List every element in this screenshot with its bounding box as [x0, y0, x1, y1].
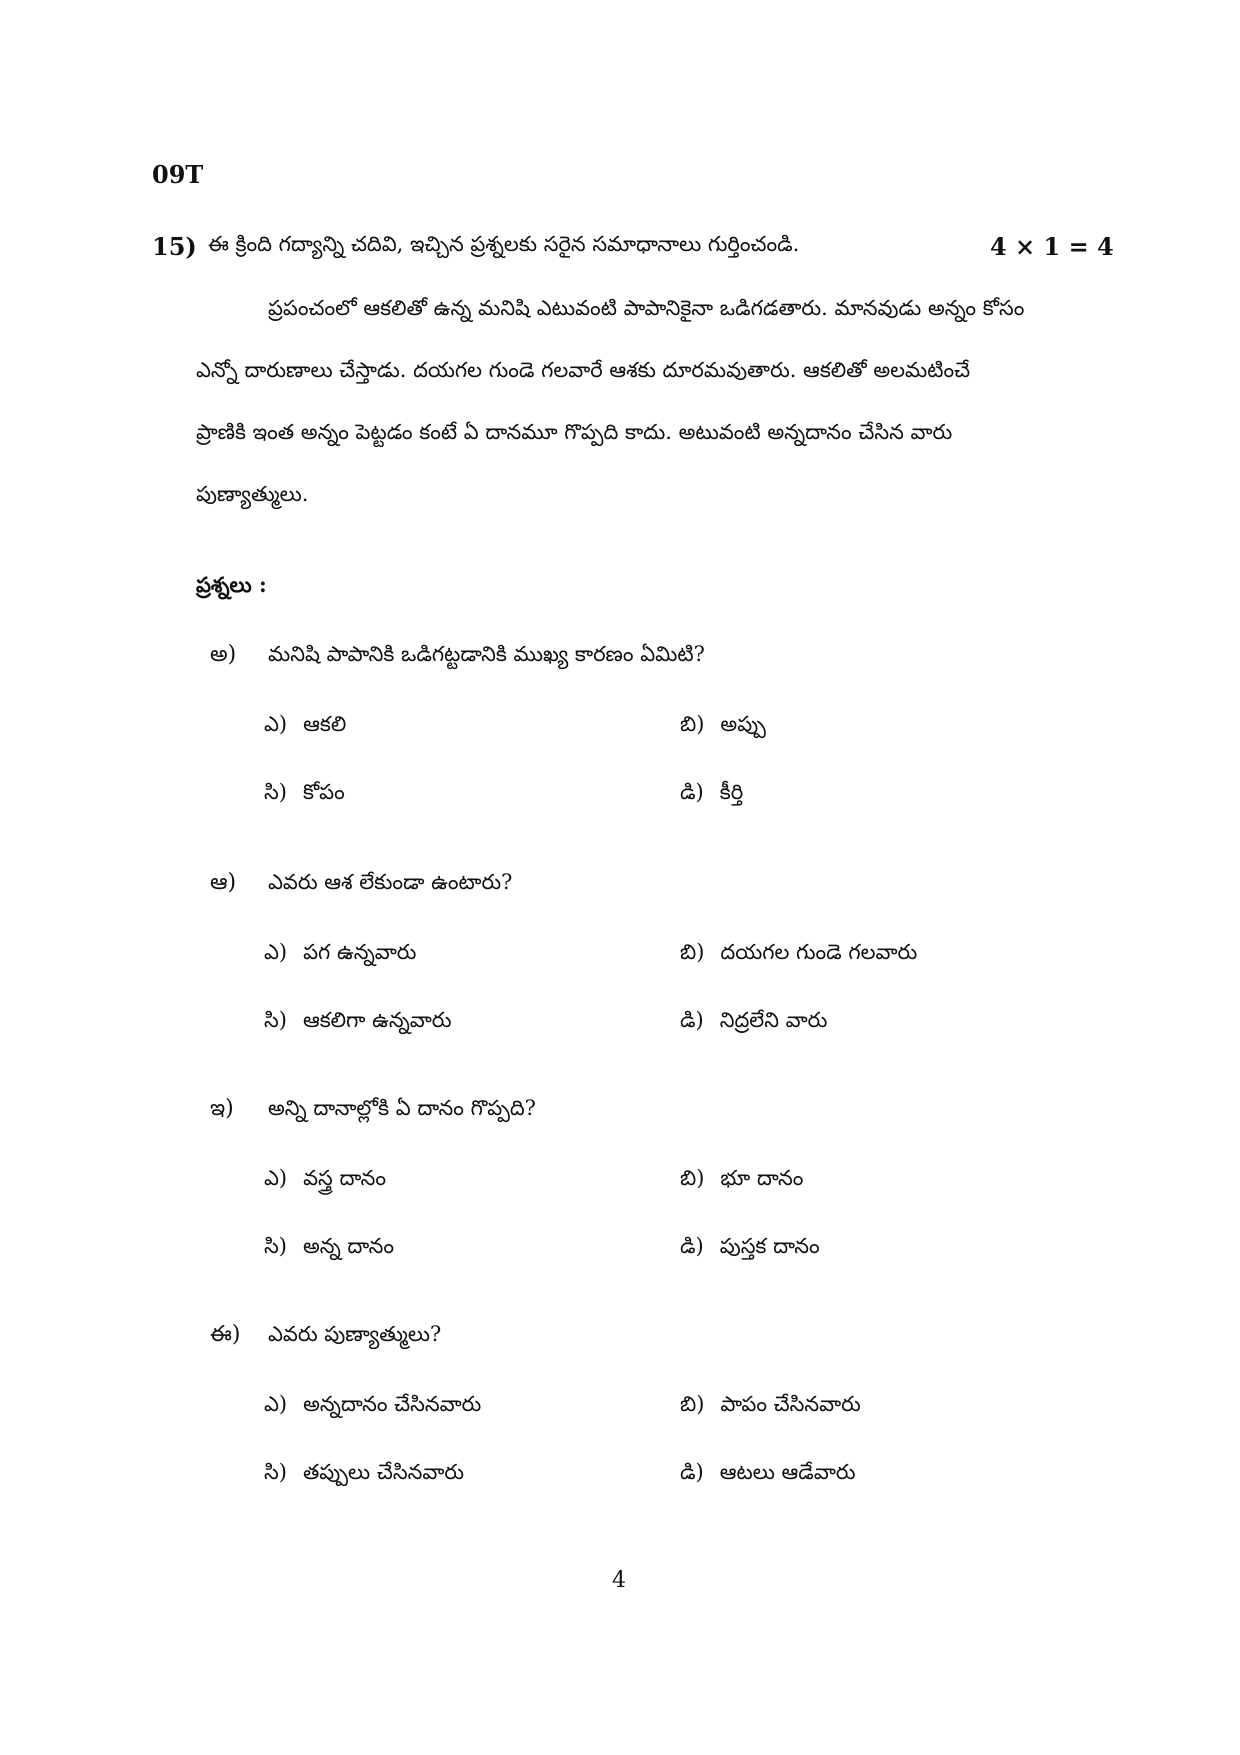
option-d — [680, 1460, 856, 1490]
option-text: అన్న దానం — [302, 1234, 394, 1258]
option-c — [264, 1008, 452, 1038]
option-label: సి) — [264, 780, 287, 804]
option-text: కోపం — [302, 780, 345, 804]
option-a — [264, 940, 416, 970]
question-number: 15) — [152, 232, 197, 261]
question-label: ఈ) — [210, 1322, 241, 1347]
passage-line-2: ఎన్నో దారుణాలు చేస్తాడు. దయగల గుండె గలవారే ఆశకు దూరమవుతారు. ఆకలితో అలమటించే — [196, 358, 971, 382]
option-a — [264, 1392, 481, 1422]
option-label: ఎ) — [264, 1392, 288, 1416]
option-d — [680, 1234, 820, 1264]
option-text: ఆటలు ఆడేవారు — [719, 1460, 856, 1484]
option-label: బి) — [680, 940, 705, 964]
option-d — [680, 780, 743, 810]
option-b — [680, 1392, 861, 1422]
option-c — [264, 1234, 394, 1264]
option-text: పాపం చేసినవారు — [720, 1392, 861, 1416]
option-text: పుస్తక దానం — [719, 1234, 820, 1258]
option-label: సి) — [264, 1008, 287, 1032]
option-label: డి) — [680, 1234, 704, 1258]
option-text: నిద్రలేని వారు — [719, 1008, 828, 1032]
option-text: దయగల గుండె గలవారు — [720, 940, 918, 964]
question-text: ఎవరు ఆశ లేకుండా ఉంటారు? — [268, 870, 513, 894]
option-b — [680, 1166, 803, 1196]
option-label: డి) — [680, 1460, 704, 1484]
option-text: అన్నదానం చేసినవారు — [303, 1392, 482, 1416]
question-label: అ) — [210, 642, 237, 667]
question-label: ఇ) — [210, 1096, 234, 1121]
passage-line-1: ప్రపంచంలో ఆకలితో ఉన్న మనిషి ఎటువంటి పాపానికైనా ఒడిగడతారు. మానవుడు అన్నం కోసం — [268, 296, 1025, 320]
option-b — [680, 940, 917, 970]
option-a — [264, 712, 346, 742]
page-number: 4 — [612, 1568, 626, 1593]
option-label: బి) — [680, 1392, 705, 1416]
question-marks: 4 × 1 = 4 — [990, 232, 1114, 261]
option-d — [680, 1008, 827, 1038]
question-text: అన్ని దానాల్లోకి ఏ దానం గొప్పది? — [268, 1096, 536, 1120]
option-text: ఆకలి — [303, 712, 347, 736]
option-label: సి) — [264, 1460, 287, 1484]
option-label: బి) — [680, 712, 705, 736]
option-a — [264, 1166, 386, 1196]
option-text: కీర్తి — [719, 780, 744, 804]
option-text: వస్త్ర దానం — [303, 1166, 387, 1190]
option-text: భూ దానం — [720, 1166, 804, 1190]
option-label: ఎ) — [264, 1166, 288, 1190]
passage-line-4: పుణ్యాత్ములు. — [196, 482, 309, 506]
questions-heading: ప్రశ్నలు : — [196, 572, 267, 597]
option-text: అప్పు — [720, 712, 766, 736]
question-text: ఎవరు పుణ్యాత్ములు? — [268, 1322, 442, 1346]
option-label: డి) — [680, 1008, 704, 1032]
option-c — [264, 1460, 464, 1490]
option-label: ఎ) — [264, 940, 288, 964]
option-label: డి) — [680, 780, 704, 804]
option-text: పగ ఉన్నవారు — [303, 940, 417, 964]
option-c — [264, 780, 345, 810]
question-instruction: ఈ క్రింది గద్యాన్ని చదివి, ఇచ్చిన ప్రశ్నలకు సరైన సమాధానాలు గుర్తించండి. — [208, 232, 800, 256]
question-label: ఆ) — [210, 870, 237, 895]
option-label: బి) — [680, 1166, 705, 1190]
option-text: తప్పులు చేసినవారు — [302, 1460, 465, 1484]
paper-code: 09T — [152, 160, 204, 189]
option-text: ఆకలిగా ఉన్నవారు — [302, 1008, 452, 1032]
question-text: మనిషి పాపానికి ఒడిగట్టడానికి ముఖ్య కారణం ఏమిటి? — [268, 642, 705, 666]
option-label: ఎ) — [264, 712, 288, 736]
option-b — [680, 712, 766, 742]
passage-line-3: ప్రాణికి ఇంత అన్నం పెట్టడం కంటే ఏ దానమూ గొప్పది కాదు. అటువంటి అన్నదానం చేసిన వారు — [196, 420, 953, 444]
option-label: సి) — [264, 1234, 287, 1258]
